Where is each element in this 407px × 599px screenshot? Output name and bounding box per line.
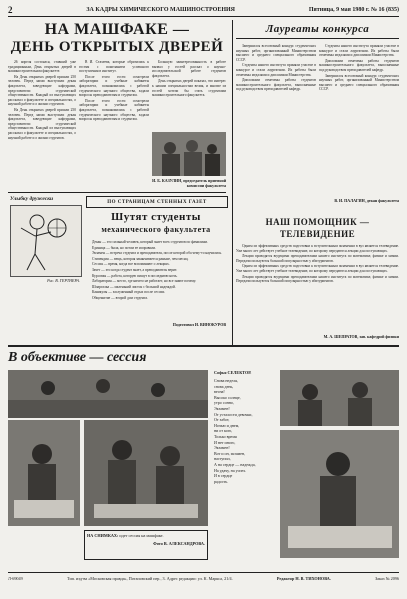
caption-label: НА СНИМКАХ: — [87, 533, 119, 538]
open-day-col-2: В И. Стахеева, которые обратились к гостям с пожеланием успешного поступления в институт. После этого гости осмотрели лаборатории и учебные кабинеты факультета, познакомились с работой студенческого научного общества, задали вопросы преподавателям и студентам. После этого гости осмотрели лаборатории и учебные кабинеты факультета, познакомились с работой студенческого научного общества, задали вопросы преподавателям и студентам. — [79, 60, 149, 122]
photo-credit: Фото В. АЛЕКСАНДРОВА. — [153, 541, 205, 546]
cartoon-credit: Рис. В. ГЕРТНЕРА. — [47, 278, 80, 283]
open-day-col-1: 26 апреля состоялся, ставший уже традиционным, День открытых дверей в машиностроительном факультете. На День открытых дверей пришли 250 человек. Перед ними выступили декан факультета, заведующие кафедрами, представители студенческой общественности. Каждый из выступающих рассказал о факультете и специальностях, о научной работе и о жизни студентов. На День открытых дверей пришли 250 человек. Перед ними выступили декан факультета, заведующие кафедрами, представители студенческой общественности. Каждый из выступающих рассказал о факультете и специальностях, о научной работе и о жизни студентов. — [8, 60, 76, 140]
session-photo-left — [8, 420, 80, 526]
footer-order: Заказ № 2096 — [375, 576, 399, 581]
imprint-footer — [8, 572, 399, 581]
open-day-col-3: Большую заинтересованность в работе вызвал у гостей рассказ о научно-исследовательской работе студентов факультета. День открытых дверей показал, что интерес к нашим специальностям велик, и многие из гостей хотели бы стать студентами машиностроительного факультета. — [152, 60, 226, 98]
open-day-byline: И. Б. КАЗУЛИН, председатель приемной комиссии факультета — [152, 178, 226, 188]
tv-byline: М. А. ШЕПРАТОВ, зав. кафедрой физики — [323, 334, 399, 339]
tv-text: Одним из эффективных средств подготовки к вступительным экзаменам в вуз является телевидение. Уже много лет действует учебное телевидение, по которому передаются лекции для поступающих. Лекции проводятся ведущими преподавателями нашего института по математике, физике и химии. Передачи пользуются большой популярностью у абитуриентов. Одним из эффективных средств подготовки к вступительным экзаменам в вуз является телевидение. Уже много лет действует учебное телевидение, по которому передаются лекции для поступающих. Лекции проводятся ведущими преподавателями нашего института по математике, физике и химии. Передачи пользуются большой популярностью у абитуриентов. — [236, 244, 399, 284]
divider — [8, 192, 226, 193]
section-divider — [8, 345, 399, 347]
wall-title-1: Шутят студенты — [111, 211, 201, 223]
tv-title-2: ТЕЛЕВИДЕНИЕ — [279, 229, 356, 239]
footer-code: Л-69049 — [8, 576, 23, 581]
session-title: В объективе — сессия — [8, 350, 147, 365]
newspaper-title: ЗА КАДРЫ ХИМИЧЕСКОГО МАШИНОСТРОЕНИЯ — [86, 7, 235, 13]
laureates-col-2: Студенты нашего института приняли участие в конкурсе и стали лауреатами. Их работы были отмечены медалями и дипломами Министерства. Дипломами отмечены работы студентов машиностроительного факультета, выполненные под руководством преподавателей кафедр. Завершился всесоюзный конкурс студенческих научных работ, организованный Министерством высшего и среднего специального образования СССР. — [319, 44, 399, 92]
session-photo-far-right — [280, 430, 399, 558]
session-photo-far-right-top — [280, 370, 399, 426]
laureates-col-1: Завершился всесоюзный конкурс студенческих научных работ, организованный Министерством высшего и среднего специального образования СССР. Студенты нашего института приняли участие в конкурсе и стали лауреатами. Их работы были отмечены медалями и дипломами Министерства. Дипломами отмечены работы студентов машиностроительного факультета, выполненные под руководством преподавателей кафедр. — [236, 44, 316, 92]
laureates-title: Лауреаты конкурса — [236, 24, 399, 39]
open-day-headline-2: ДЕНЬ ОТКРЫТЫХ ДВЕРЕЙ — [10, 39, 224, 55]
session-photo-right — [84, 420, 208, 526]
wall-title-2: механического факультета — [101, 225, 211, 234]
poem-author: Софья СЕЛЕКТОР. — [214, 370, 252, 375]
cartoon-image — [10, 205, 82, 277]
photo-caption-box — [84, 530, 208, 560]
smile-title: Улыбку дружески — [10, 196, 54, 202]
laureates-byline: В. И. ПАЛАГИН, декан факультета — [334, 198, 399, 203]
column-rule — [232, 20, 233, 345]
session-photo-top — [8, 370, 208, 418]
tv-title-1: НАШ ПОМОЩНИК — — [265, 217, 370, 227]
poem-text: Снова неделя, снова день, весна! Высоко солнце, утро сонно, Экзамен! От усталости девочки, От забот, Ночью и днем, ни от кого, Только время И нет иного, Экзамен! Вот и он, экзамен, наступил, А на сердце — надежда, На удачу, на успех. И в сердце радость. — [214, 378, 256, 484]
wall-jokes: Декан — это сильный человек, который знает всех студентов по фамилиям. Единица — была, но потом ее исправили. Экзамен — встреча студента и преподавателя, после которой оба чему-то научились. Стипендия — вещь, которая заканчивается раньше, чем месяц. Сессия — время, когда все вспоминают о лекциях. Зачет — это когда студент знает, а преподаватель верит. Курсовая — работа, которую пишут в последнюю ночь. Лаборатория — место, где ничего не работает, но все знают почему. Шпаргалка — маленький листок с большой надеждой. Каникулы — заслуженный отдых после сессии. Общежитие — второй дом студента. — [92, 240, 223, 300]
caption-text: идет сессия на машфаке. — [119, 533, 164, 538]
footer-address: Тип. изд-ва «Московская правда», Потаповский пер., 3. Адрес редакции: ул. К. Маркса, 21/4. — [67, 576, 233, 581]
wall-banner: ПО СТРАНИЦАМ СТЕННЫХ ГАЗЕТ — [86, 196, 228, 208]
masthead — [8, 4, 399, 17]
wall-byline: Подготовил И. ВИНОКУРОВ — [172, 322, 226, 327]
footer-editor: Редактор Н. В. ТИХОНОВА. — [276, 576, 331, 581]
open-day-photo — [152, 132, 226, 176]
open-day-headline-1: НА МАШФАКЕ — — [44, 21, 190, 38]
page-number: 2 — [8, 5, 13, 15]
issue-date: Пятница, 9 мая 1980 г. № 16 (835) — [308, 7, 399, 13]
